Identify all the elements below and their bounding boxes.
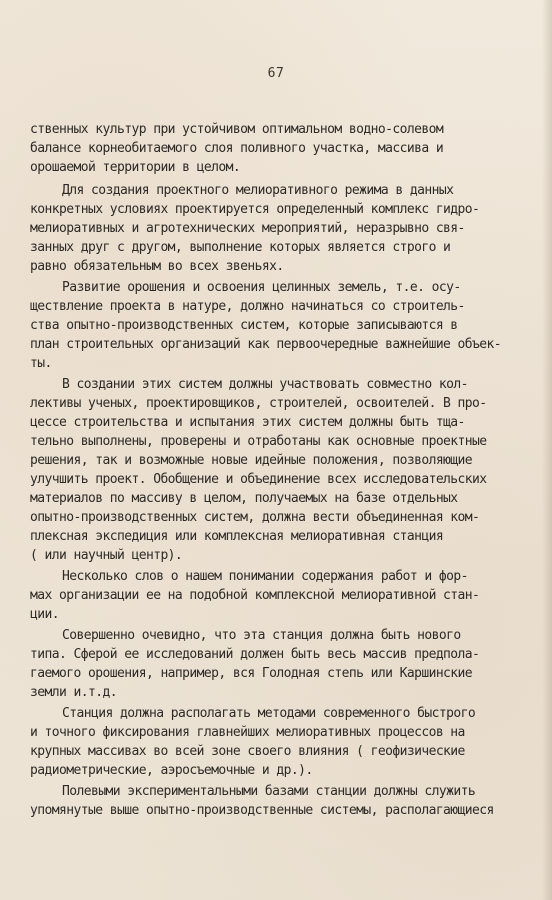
page-number: 67 <box>267 66 285 81</box>
paragraph-line: ( или научный центр). <box>30 548 183 563</box>
paragraph-line: мах организации ее на подобной комплексной мелиоративной стан- <box>30 588 480 603</box>
paragraph-line: земли и.т.д. <box>30 685 117 700</box>
paragraph-line: ции. <box>30 607 59 622</box>
paragraph-line: лективы ученых, проектировщиков, строителей, освоителей. В про- <box>30 396 487 411</box>
paragraph-line: решения, так и возможные новые идейные положения, позволяющие <box>30 453 473 468</box>
paragraph-line: В создании этих систем должны участвовать совместно кол- <box>62 377 468 392</box>
paragraph-line: типа. Сферой ее исследований должен быть весь массив предпола- <box>30 647 480 662</box>
paragraph-line: занных друг с другом, выполнение которых является строго и <box>30 240 451 255</box>
paragraph-line: балансе корнеобитаемого слоя поливного участка, массива и <box>30 141 444 156</box>
paragraph-line: и точного фиксирования главнейших мелиоративных процессов на <box>30 725 465 740</box>
paragraph-line: Несколько слов о нашем понимании содержания работ и фор- <box>62 569 468 584</box>
paragraph-line: гаемого орошения, например, вся Голодная степь или Каршинские <box>30 666 473 681</box>
paragraph-line: план строительных организаций как первоочередные важнейшие объек- <box>30 337 502 352</box>
paragraph-line: крупных массивах во всей зоне своего влияния ( геофизические <box>30 744 465 759</box>
paragraph-line: ственных культур при устойчивом оптимальном водно-солевом <box>30 122 444 137</box>
paragraph-line: материалов по массиву в целом, получаемых на базе отдельных <box>30 491 458 506</box>
paragraph-line: конкретных условиях проектируется определенный комплекс гидро- <box>30 202 480 217</box>
paragraph-line: ществление проекта в натуре, должно начинаться со строитель- <box>30 299 465 314</box>
paragraph-line: ты. <box>30 356 52 371</box>
paragraph-line: Развитие орошения и освоения целинных земель, т.е. осу- <box>62 280 461 295</box>
paragraph-line: равно обязательным во всех звеньях. <box>30 259 284 274</box>
paragraph-line: ства опытно-производственных систем, которые записываются в <box>30 318 458 333</box>
paragraph-line: опытно-производственных систем, должна вести объединенная ком- <box>30 510 480 525</box>
paragraph-line: мелиоративных и агротехнических мероприятий, неразрывно свя- <box>30 221 465 236</box>
paragraph-line: плексная экспедиция или комплексная мелиоративная станция <box>30 529 444 544</box>
paragraph-line: Совершенно очевидно, что эта станция должна быть нового <box>62 628 461 643</box>
page-edge-shadow <box>542 0 552 900</box>
paragraph-line: тельно выполнены, проверены и отработаны как основные проектные <box>30 434 487 449</box>
paragraph-line: орошаемой территории в целом. <box>30 160 241 175</box>
paragraph-line: улучшить проект. Обобщение и объединение всех исследовательских <box>30 472 487 487</box>
paragraph-line: Для создания проектного мелиоративного режима в данных <box>62 183 454 198</box>
paragraph-line: упомянутые выше опытно-производственные системы, располагающиеся <box>30 803 494 818</box>
paragraph-line: Станция должна располагать методами современного быстрого <box>62 706 476 721</box>
paragraph-line: цессе строительства и испытания этих систем должны быть тща- <box>30 415 465 430</box>
paragraph-line: Полевыми экспериментальными базами станции должны служить <box>62 784 476 799</box>
paragraph-line: радиометрические, аэросъемочные и др.). <box>30 763 313 778</box>
